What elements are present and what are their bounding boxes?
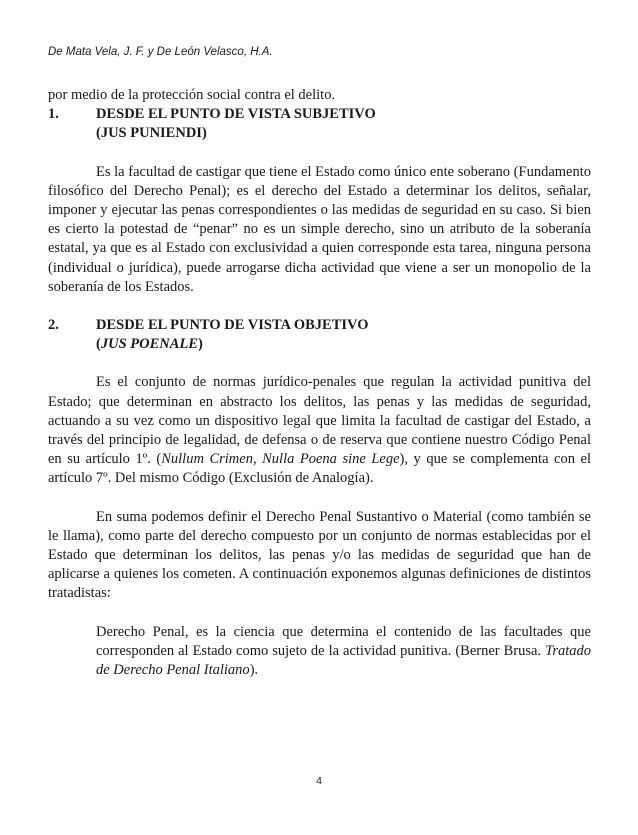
section-1-subtitle: (JUS PUNIENDI) (96, 125, 207, 142)
section-2-heading (48, 316, 591, 335)
section-2-number: 2. (48, 317, 59, 334)
definition-quote: Derecho Penal, es la ciencia que determina el contenido de las facultades que corresponden al Estado como sujeto de la actividad punitiva. (Berner Brusa. Tratado de Derecho Penal Italiano). (96, 623, 591, 679)
section-1-heading (48, 105, 591, 124)
section-1-paragraph: Es la facultad de castigar que tiene el Estado como único ente soberano (Fundamento filosófico del Derecho Penal); es el derecho del Estado a determinar los delitos, señalar, imponer y ejecutar las penas correspondientes o las medidas de seguridad en su caso. Si bien es cierto la potestad de “penar” no es un simple derecho, sino un atributo de la soberanía estatal, ya que es al Estado con exclusividad a quien corresponde esta tarea, ninguna persona (individual o jurídica), puede arrogarse dicha actividad que viene a ser un monopolio de la soberanía de los Estados. (48, 163, 591, 295)
page-body (48, 86, 591, 680)
summary-paragraph: En suma podemos definir el Derecho Penal Sustantivo o Material (como también se le llama), como parte del derecho compuesto por un conjunto de normas establecidas por el Estado que determinan los delitos, las penas y/o las medidas de seguridad que han de aplicarse a quienes los cometen. A continuación exponemos algunas definiciones de distintos tratadistas: (48, 508, 591, 602)
running-header: De Mata Vela, J. F. y De León Velasco, H.A. (48, 46, 273, 58)
section-2-paragraph: Es el conjunto de normas jurídico-penales que regulan la actividad punitiva del Estado; que determinan en abstracto los delitos, las penas y las medidas de seguridad, actuando a su vez como un dispositivo legal que limita la facultad de castigar del Estado, a través del principio de legalidad, de defensa o de reserva que contiene nuestro Código Penal en su artículo 1º. (Nullum Crimen, Nulla Poena sine Lege), y que se complementa con el artículo 7º. Del mismo Código (Exclusión de Analogía). (48, 374, 591, 487)
page-number: 4 (316, 775, 322, 787)
section-2-title: DESDE EL PUNTO DE VISTA OBJETIVO (96, 317, 369, 334)
latin-maxim: Nullum Crimen, Nulla Poena sine Lege (161, 451, 400, 468)
section-2-subtitle-latin: JUS POENALE (100, 336, 198, 353)
lead-line: por medio de la protección social contra el delito. (48, 87, 336, 103)
book-title: Tratado de Derecho Penal Italiano (96, 642, 591, 679)
section-2-subtitle: (JUS POENALE) (96, 336, 203, 353)
section-1-number: 1. (48, 106, 59, 123)
section-1-title: DESDE EL PUNTO DE VISTA SUBJETIVO (96, 106, 376, 123)
